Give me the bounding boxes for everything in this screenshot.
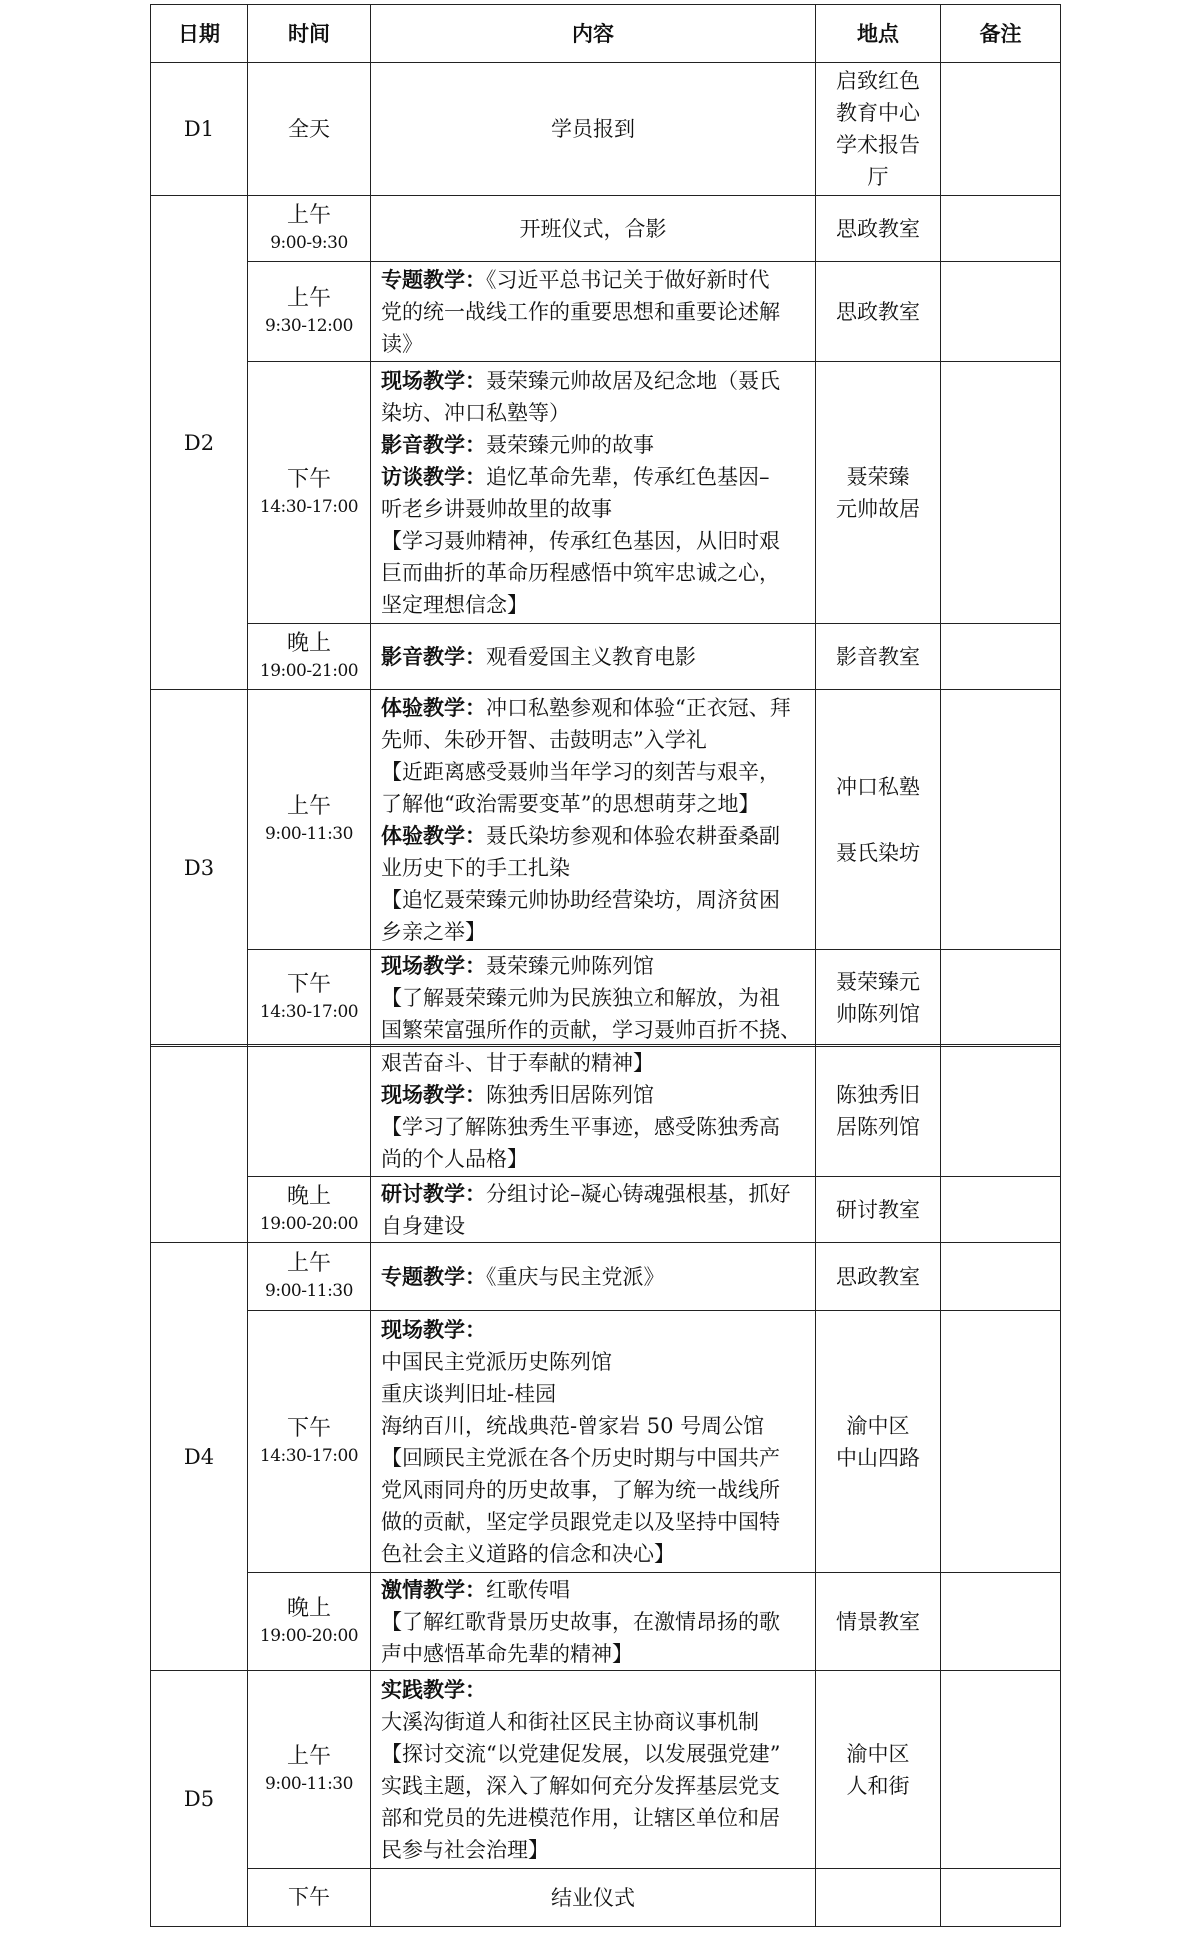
notes-cell [941,950,1061,1047]
d2-row-3 [151,362,1061,624]
notes-cell [941,63,1061,196]
header-notes: 备注 [941,5,1061,63]
date-cell: D5 [151,1671,248,1927]
location-cell: 影音教室 [816,624,941,690]
notes-cell [941,690,1061,950]
content-cell: 现场教学： 中国民主党派历史陈列馆 重庆谈判旧址-桂园 海纳百川，统战典范-曾家岩 50 号周公馆 【回顾民主党派在各个历史时期与中国共产 党风雨同舟的历史故事，了解为统一战线所 做的贡献，坚定学员跟党走以及坚持中国特 色社会主义道路的信念和决心】 [371,1311,816,1573]
location-cell: 冲口私塾 聂氏染坊 [816,690,941,950]
header-date: 日期 [151,5,248,63]
content-cell: 实践教学： 大溪沟街道人和街社区民主协商议事机制 【探讨交流“以党建促发展，以发展强党建” 实践主题，深入了解如何充分发挥基层党支 部和党员的先进模范作用，让辖区单位和居 民参与社会治理】 [371,1671,816,1869]
d2-row-2 [151,262,1061,362]
notes-cell [941,1573,1061,1671]
content-cell: 专题教学：《重庆与民主党派》 [371,1243,816,1311]
d5-row-1 [151,1671,1061,1869]
schedule-table-part2 [150,1044,1061,1927]
time-cell: 下午 14:30-17:00 [248,950,371,1047]
time-cell: 下午 [248,1869,371,1927]
location-cell: 渝中区 人和街 [816,1671,941,1869]
date-cell: D4 [151,1243,248,1671]
date-cell: D2 [151,196,248,690]
header-location: 地点 [816,5,941,63]
time-cell: 下午 14:30-17:00 [248,362,371,624]
location-cell: 情景教室 [816,1573,941,1671]
location-cell: 启致红色 教育中心 学术报告 厅 [816,63,941,196]
time-cell: 晚上 19:00-20:00 [248,1573,371,1671]
content-cell: 研讨教学：分组讨论–凝心铸魂强根基，抓好 自身建设 [371,1177,816,1243]
notes-cell [941,1045,1061,1177]
content-cell: 影音教学：观看爱国主义教育电影 [371,624,816,690]
location-cell: 渝中区 中山四路 [816,1311,941,1573]
d1-row [151,63,1061,196]
location-cell: 思政教室 [816,1243,941,1311]
location-cell: 陈独秀旧 居陈列馆 [816,1045,941,1177]
content-cell: 现场教学：聂荣臻元帅故居及纪念地（聂氏 染坊、冲口私塾等） 影音教学：聂荣臻元帅的故事 访谈教学：追忆革命先辈，传承红色基因– 听老乡讲聂帅故里的故事 【学习聂帅精神，传承红色基因，从旧时艰 巨而曲折的革命历程感悟中筑牢忠诚之心， 坚定理想信念】 [371,362,816,624]
notes-cell [941,1243,1061,1311]
notes-cell [941,262,1061,362]
content-cell: 体验教学：冲口私塾参观和体验“正衣冠、拜 先师、朱砂开智、击鼓明志”入学礼 【近距离感受聂帅当年学习的刻苦与艰辛， 了解他“政治需要变革”的思想萌芽之地】 体验教学：聂氏染坊参观和体验农耕蚕桑副 业历史下的手工扎染 【追忆聂荣臻元帅协助经营染坊，周济贫困 乡亲之举】 [371,690,816,950]
header-content: 内容 [371,5,816,63]
time-cell: 晚上 19:00-21:00 [248,624,371,690]
date-cell-empty [151,1045,248,1243]
location-cell: 思政教室 [816,196,941,262]
notes-cell [941,362,1061,624]
d2-row-4 [151,624,1061,690]
continued-row-1 [151,1045,1061,1177]
content-cell: 开班仪式，合影 [371,196,816,262]
d4-row-3 [151,1573,1061,1671]
time-cell: 上午 9:00-9:30 [248,196,371,262]
notes-cell [941,624,1061,690]
time-cell: 晚上 19:00-20:00 [248,1177,371,1243]
content-cell: 专题教学：《习近平总书记关于做好新时代 党的统一战线工作的重要思想和重要论述解 读》 [371,262,816,362]
continued-row-2 [151,1177,1061,1243]
notes-cell [941,1177,1061,1243]
location-cell [816,1869,941,1927]
d5-row-2 [151,1869,1061,1927]
notes-cell [941,1671,1061,1869]
time-cell: 下午 14:30-17:00 [248,1311,371,1573]
notes-cell [941,1869,1061,1927]
date-cell: D3 [151,690,248,1047]
date-cell: D1 [151,63,248,196]
time-cell: 全天 [248,63,371,196]
location-cell: 研讨教室 [816,1177,941,1243]
time-cell: 上午 9:00-11:30 [248,1243,371,1311]
time-cell-empty [248,1045,371,1177]
time-cell: 上午 9:30-12:00 [248,262,371,362]
content-cell: 激情教学：红歌传唱 【了解红歌背景历史故事，在激情昂扬的歌 声中感悟革命先辈的精神】 [371,1573,816,1671]
location-cell: 聂荣臻元 帅陈列馆 [816,950,941,1047]
location-cell: 聂荣臻 元帅故居 [816,362,941,624]
d3-row-2 [151,950,1061,1047]
location-cell: 思政教室 [816,262,941,362]
header-time: 时间 [248,5,371,63]
d2-row-1 [151,196,1061,262]
content-cell: 艰苦奋斗、甘于奉献的精神】 现场教学：陈独秀旧居陈列馆 【学习了解陈独秀生平事迹，感受陈独秀高 尚的个人品格】 [371,1045,816,1177]
time-cell: 上午 9:00-11:30 [248,690,371,950]
d4-row-1 [151,1243,1061,1311]
d4-row-2 [151,1311,1061,1573]
content-cell: 结业仪式 [371,1869,816,1927]
notes-cell [941,1311,1061,1573]
notes-cell [941,196,1061,262]
header-row [151,5,1061,63]
content-cell: 现场教学：聂荣臻元帅陈列馆 【了解聂荣臻元帅为民族独立和解放，为祖 国繁荣富强所作的贡献，学习聂帅百折不挠、 [371,950,816,1047]
time-cell: 上午 9:00-11:30 [248,1671,371,1869]
d3-row-1 [151,690,1061,950]
content-cell: 学员报到 [371,63,816,196]
schedule-table-part1 [150,4,1061,1047]
